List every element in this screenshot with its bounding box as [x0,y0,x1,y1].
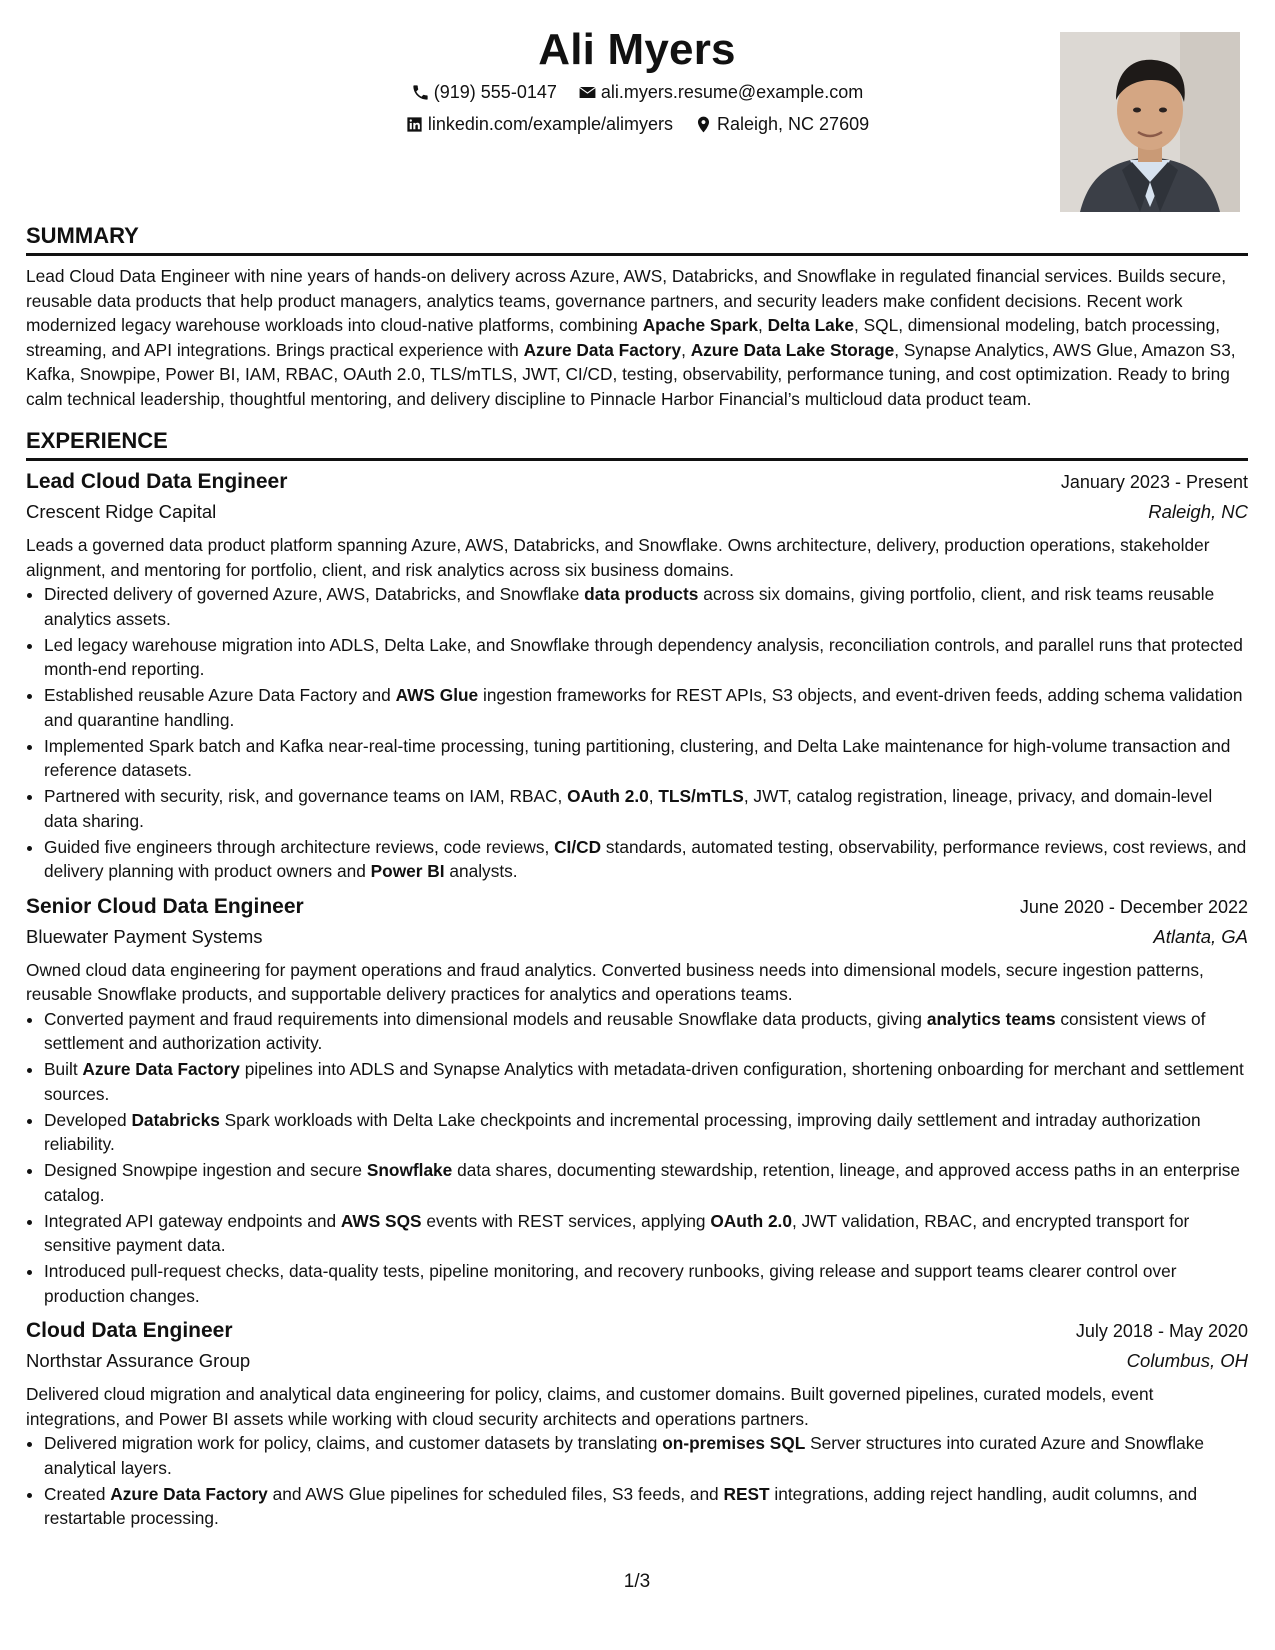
email-text: ali.myers.resume@example.com [600,82,864,102]
job-dates: January 2023 - Present [1060,472,1248,492]
bold-keyword: TLS/mTLS [658,786,744,806]
experience-list [26,467,1248,1531]
list-item: • Designed Snowpipe ingestion and secure Snowflake data shares, documenting stewardship, retention, lineage, and approved access paths in an enterprise catalog. [44,1158,1248,1207]
job-location: Raleigh, NC [1148,501,1248,522]
list-item: • Led legacy warehouse migration into ADLS, Delta Lake, and Snowflake through dependency analysis, reconciliation controls, and parallel runs that protected month-end reporting. [44,633,1248,682]
job-dates: July 2018 - May 2020 [1075,1321,1248,1341]
job-header [26,467,1248,497]
list-item: • Created Azure Data Factory and AWS Glue pipelines for scheduled files, S3 feeds, and REST integrations, adding reject handling, audit columns, and restartable processing. [44,1482,1248,1531]
list-item: • Delivered migration work for policy, claims, and customer datasets by translating on-premises SQL Server structures into curated Azure and Snowflake analytical layers. [44,1431,1248,1480]
list-item: • Built Azure Data Factory pipelines into ADLS and Synapse Analytics with metadata-driven configuration, shortening onboarding for merchant and settlement sources. [44,1057,1248,1106]
linkedin-text: linkedin.com/example/alimyers [427,114,673,134]
location-text: Raleigh, NC 27609 [717,114,870,134]
bold-keyword: Power BI [370,861,445,881]
job-subheader [26,1346,1248,1376]
job-title: Lead Cloud Data Engineer [26,470,288,493]
job-title: Cloud Data Engineer [26,1319,233,1342]
linkedin-icon [405,115,424,134]
summary-section [26,222,1248,411]
job-bullets [26,1007,1248,1309]
job-description: Delivered cloud migration and analytical data engineering for policy, claims, and customer domains. Built governed pipelines, curated models, event integrations, and Power BI assets while working with cloud security architects and operations partners. [26,1384,1154,1429]
envelope-icon [578,83,597,102]
list-item: • Developed Databricks Spark workloads with Delta Lake checkpoints and incremental processing, improving daily settlement and intraday authorization reliability. [44,1108,1248,1157]
job-description: Leads a governed data product platform spanning Azure, AWS, Databricks, and Snowflake. Owns architecture, delivery, production operations, stakeholder alignment, and mentoring for portfolio, client, and risk analytics across six business domains. [26,535,1210,580]
phone-text: (919) 555-0147 [433,82,557,102]
map-pin-icon [694,115,713,134]
bold-keyword: Delta Lake [767,315,855,335]
bold-keyword: Azure Data Factory [82,1059,240,1079]
summary-text: Lead Cloud Data Engineer with nine years of hands-on delivery across Azure, AWS, Databricks, and Snowflake in regulated financial services. Builds secure, reusable data products that help product managers, analytics teams, governance partners, and security leaders make confident decisions. Recent work modernized legacy warehouse workloads into cloud-native platforms, combining Apache Spark, Delta Lake, SQL, dimensional modeling, batch processing, streaming, and API integrations. Brings practical experience with Azure Data Factory, Azure Data Lake Storage, Synapse Analytics, AWS Glue, Amazon S3, Kafka, Snowpipe, Power BI, IAM, RBAC, OAuth 2.0, TLS/mTLS, JWT, CI/CD, testing, observability, performance tuning, and cost optimization. Ready to bring calm technical leadership, thoughtful mentoring, and delivery discipline to Pinnacle Harbor Financial’s multicloud data product team. [26,266,1236,409]
bold-keyword: Apache Spark [642,315,758,335]
contact-linkedin[interactable] [405,112,673,136]
contact-location [694,112,869,136]
job-description: Owned cloud data engineering for payment operations and fraud analytics. Converted business needs into dimensional models, secure ingestion patterns, reusable Snowflake products, and supportable delivery practices for analytics and operations teams. [26,959,1204,1004]
bold-keyword: OAuth 2.0 [710,1210,792,1231]
list-item: • Partnered with security, risk, and governance teams on IAM, RBAC, OAuth 2.0, TLS/mTLS, JWT, catalog registration, lineage, privacy, and domain-level data sharing. [44,784,1248,833]
company-name: Northstar Assurance Group [26,1350,251,1371]
bold-keyword: on-premises SQL [662,1433,806,1453]
profile-photo [1060,32,1240,212]
list-item: • Introduced pull-request checks, data-quality tests, pipeline monitoring, and recovery runbooks, giving release and support teams clearer control over production changes. [44,1259,1248,1308]
list-item: • Guided five engineers through architecture reviews, code reviews, CI/CD standards, automated testing, observability, performance reviews, cost reviews, and delivery planning with product owners and Power BI analysts. [44,835,1248,884]
job-subheader [26,497,1248,527]
bold-keyword: Azure Data Factory [523,339,682,360]
experience-entry [26,892,1248,1309]
phone-icon [411,83,430,102]
bold-keyword: AWS SQS [340,1210,422,1231]
profile-photo-art [1060,32,1240,212]
bold-keyword: OAuth 2.0 [567,786,649,806]
job-header [26,1316,1248,1346]
bold-keyword: Azure Data Lake Storage [690,339,895,360]
bold-keyword: data products [584,584,699,604]
experience-heading: EXPERIENCE [26,427,1248,461]
candidate-name: Ali Myers [538,25,736,74]
resume-page [26,0,1248,1650]
job-header [26,892,1248,922]
experience-section [26,427,1248,1531]
job-bullets [26,1431,1248,1531]
job-bullets [26,582,1248,884]
list-item: • Directed delivery of governed Azure, AWS, Databricks, and Snowflake data products across six domains, giving portfolio, client, and risk teams reusable analytics assets. [44,582,1248,631]
experience-entry [26,1316,1248,1531]
list-item: • Established reusable Azure Data Factory and AWS Glue ingestion frameworks for REST APIs, S3 objects, and event-driven feeds, adding schema validation and quarantine handling. [44,683,1248,732]
job-location: Columbus, OH [1126,1350,1248,1371]
bold-keyword: Databricks [131,1109,220,1130]
bold-keyword: AWS Glue [395,685,479,705]
bold-keyword: Azure Data Factory [110,1483,268,1504]
job-dates: June 2020 - December 2022 [1019,896,1248,917]
list-item: • Implemented Spark batch and Kafka near-real-time processing, tuning partitioning, clustering, and Delta Lake maintenance for high-volume transaction and reference datasets. [44,734,1248,783]
job-title: Senior Cloud Data Engineer [26,894,304,918]
page-number: 1/3 [623,1571,651,1592]
list-item: • Integrated API gateway endpoints and AWS SQS events with REST services, applying OAuth 2.0, JWT validation, RBAC, and encrypted transport for sensitive payment data. [44,1209,1248,1258]
bold-keyword: analytics teams [926,1008,1056,1029]
list-item: • Converted payment and fraud requirements into dimensional models and reusable Snowflake data products, giving analytics teams consistent views of settlement and authorization activity. [44,1007,1248,1056]
bold-keyword: Snowflake [366,1160,453,1180]
bold-keyword: CI/CD [554,836,602,857]
company-name: Crescent Ridge Capital [26,501,217,522]
experience-entry [26,467,1248,884]
summary-heading: SUMMARY [26,222,1248,256]
resume-header [26,0,1248,222]
contact-phone[interactable] [411,80,557,104]
bold-keyword: REST [723,1483,770,1504]
job-subheader [26,922,1248,952]
job-location: Atlanta, GA [1153,925,1248,947]
contact-email[interactable] [578,80,863,104]
company-name: Bluewater Payment Systems [26,925,263,947]
